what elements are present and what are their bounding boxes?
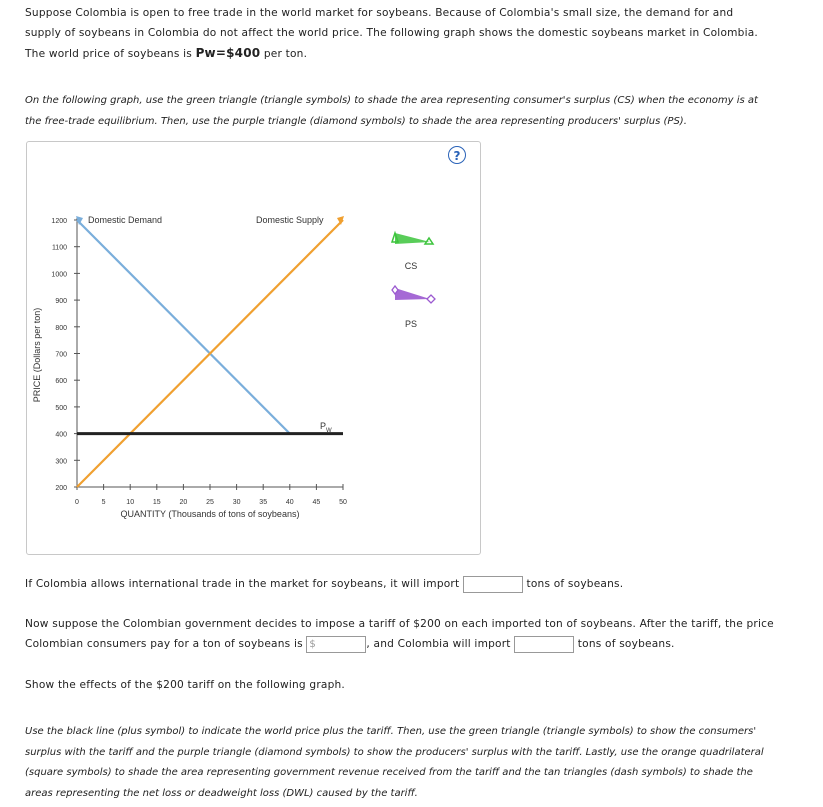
x-tick-label: 50 [339,499,347,506]
y-tick-label: 600 [55,378,67,386]
series-demand-line [77,220,290,434]
demand-curve-label: Domestic Demand [88,215,163,225]
tariff-import-input[interactable] [514,636,574,653]
question-2-mid: , and Colombia will import [366,638,511,650]
x-tick-label: 0 [75,499,79,506]
ps-label: PS [404,319,418,329]
question-2-line-2 [25,634,675,654]
tariff-price-input[interactable]: $ [306,636,366,653]
question-1-prefix: If Colombia allows international trade in the market for soybeans, it will import [25,578,460,590]
y-tick-label: 700 [55,351,67,359]
ps-handle-right-icon [427,295,435,303]
question-2-prefix: Colombian consumers pay for a ton of soybeans is [25,638,303,650]
cs-handle-right-icon [425,238,433,244]
y-tick-label: 800 [55,324,67,332]
intro-line-2: supply of soybeans in Colombia do not affect the world price. The following graph shows the domestic soybeans market in Colombia. [25,27,758,39]
y-axis-label: PRICE (Dollars per ton) [32,307,42,403]
x-tick-label: 15 [152,499,161,506]
y-tick-label: 900 [55,298,67,306]
cs-tool[interactable] [392,233,433,271]
help-icon[interactable]: ? [448,146,466,164]
instruction-1-line-2: the free-trade equilibrium. Then, use the purple triangle (diamond symbols) to shade the area representing producers' surplus (PS). [25,115,687,127]
instruction-2-line-4: areas representing the net loss or deadweight loss (DWL) caused by the tariff. [25,787,418,799]
import-quantity-input[interactable] [463,576,523,593]
intro-line-3-prefix: The world price of soybeans is [25,48,196,60]
x-tick-label: 10 [126,499,135,506]
instruction-2-line-1: Use the black line (plus symbol) to indicate the world price plus the tariff. Then, use the green triangle (triangle symbols) to show the consumers' [25,726,757,737]
question-2-line-1: Now suppose the Colombian government decides to impose a tariff of $200 on each imported ton of soybeans. After the tariff, the price [25,618,774,630]
world-price-label [320,421,332,434]
cs-label: CS [404,261,418,271]
instruction-1-line-1: On the following graph, use the green triangle (triangle symbols) to shade the area representing consumer's surplus (CS) when the economy is at [25,95,758,106]
instruction-2-line-3: (square symbols) to shade the area representing government revenue received from the tariff and the tan triangles (dash symbols) to shade the [25,767,753,778]
x-tick-label: 40 [285,499,294,506]
y-tick-label: 1200 [51,218,67,225]
x-tick-label: 45 [312,499,321,506]
show-effects-text: Show the effects of the $200 tariff on the following graph. [25,679,345,691]
x-tick-label: 25 [206,499,214,506]
y-tick-label: 1000 [51,271,67,279]
supply-curve-label: Domestic Supply [256,215,324,225]
question-1-suffix: tons of soybeans. [526,578,624,590]
diamond-icon[interactable] [395,288,430,300]
instruction-2 [25,722,805,804]
intro-line-1: Suppose Colombia is open to free trade in the world market for soybeans. Because of Colombia's small size, the demand for and [25,7,734,19]
question-2-suffix: tons of soybeans. [577,638,675,650]
world-price-label-sub: W [326,428,332,434]
y-tick-label: 200 [55,485,67,492]
world-price-value: Pw=$400 [195,46,261,60]
triangle-icon[interactable] [395,233,430,244]
x-tick-label: 5 [101,499,106,506]
intro-line-3-suffix: per ton. [260,48,308,60]
world-price-label-p: P [320,421,327,431]
y-tick-label: 1100 [51,244,67,252]
x-tick-label: 20 [179,499,188,506]
x-tick-label: 35 [259,499,268,506]
y-tick-label: 400 [55,431,67,439]
y-tick-label: 500 [55,404,67,412]
ps-tool[interactable] [392,286,435,329]
y-tick-label: 300 [55,458,67,466]
instruction-2-line-2: surplus with the tariff and the purple triangle (diamond symbols) to show the producers' surplus with the tariff. Lastly, use the orange quadrilateral [25,746,764,758]
x-axis-label: QUANTITY (Thousands of tons of soybeans) [120,509,300,519]
question-1 [25,574,623,594]
x-tick-label: 30 [232,499,241,506]
